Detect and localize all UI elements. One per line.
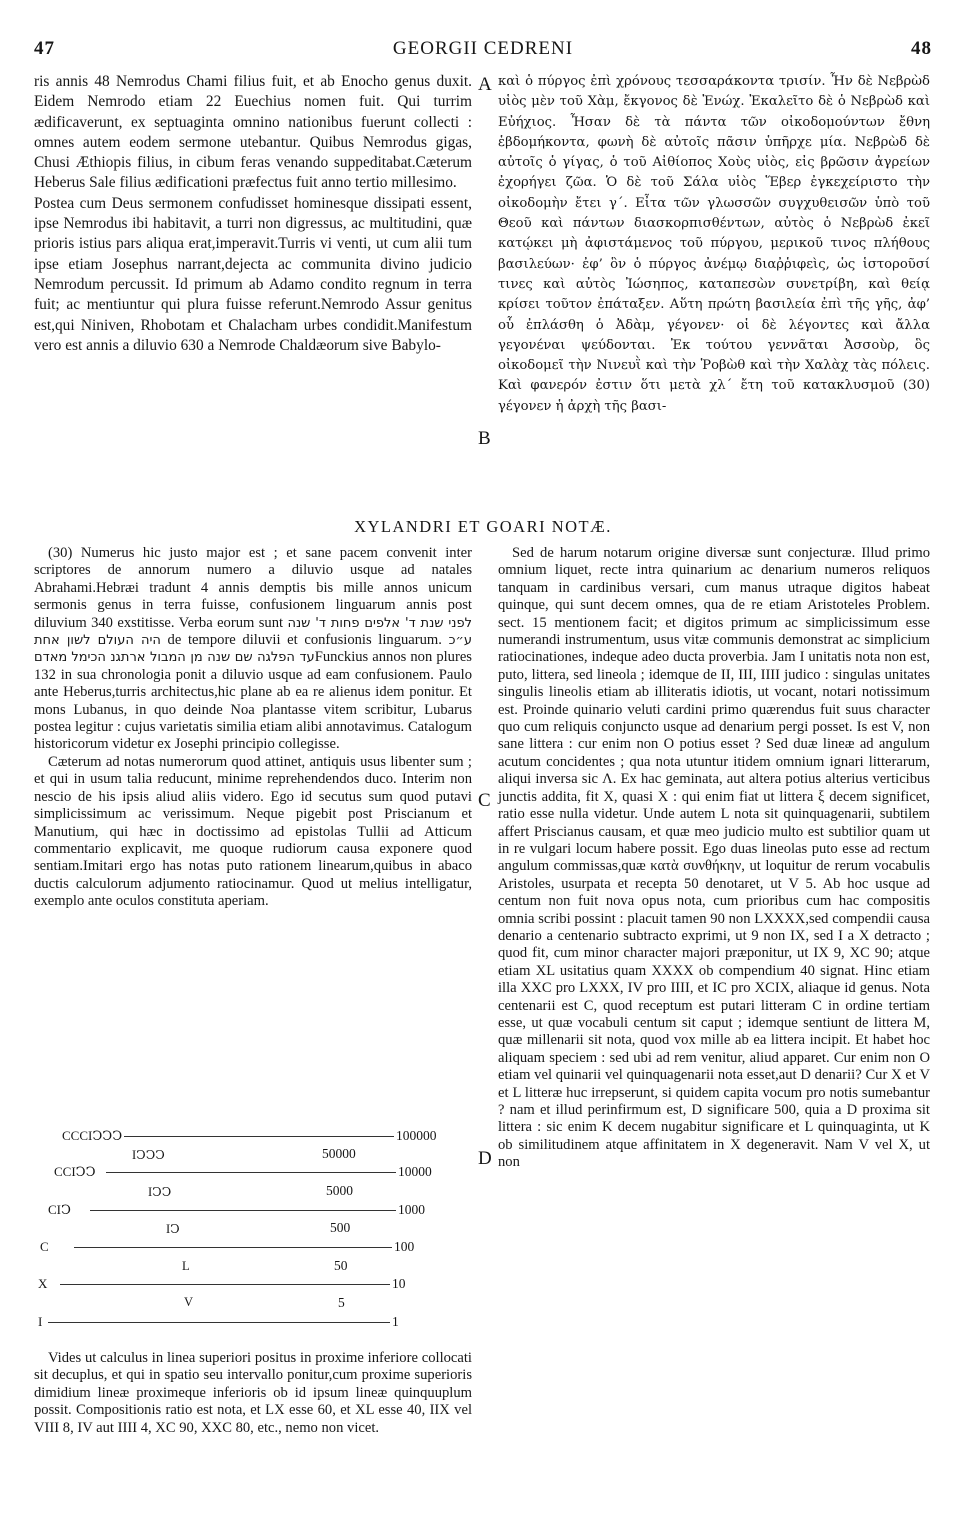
abacus-space-label: L — [182, 1259, 190, 1273]
abacus-line-value: 10000 — [398, 1164, 432, 1179]
abacus-line-label: CCIↃↃ — [54, 1164, 96, 1179]
margin-marker-a: A — [478, 74, 492, 95]
greek-paragraph: καὶ ὁ πύργος ἐπὶ χρόνους τεσσαράκοντα τρισίν. Ἦν δὲ Νεβρὼδ υἱὸς μὲν τοῦ Χὰμ, ἔκγονος δὲ Ἐνώχ. Ἐκαλεῖτο δὲ ὁ Νεβρὼδ καὶ Εὐήχιος. Ἦσαν δὲ τὰ πάντα τῶν οἰκοδομούντων ἔθνη ἑβδομήκοντα, φωνὴ δὲ αὐτοῖς πᾶσιν ὑπῆρχε μία. Νεβρὼδ δὲ αὐτοῖς ὁ γίγας, ὁ τοῦ Αἰθίοπος Χοὺς υἱὸς, εἰς βρῶσιν ἀγρείων ἐχορήγει ζῶα. Ὁ δὲ τοῦ Σάλα υἱὸς Ἕβερ ἐγκεχείριστο τὴν οἰκοδομὴν ἔτει γ΄. Εἶτα τῶν γλωσσῶν συγχυθεισῶν ὑπὸ τοῦ Θεοῦ καὶ πάντων διασκορπισθέντων, αὐτὸς ὁ Νεβρὼδ ἐκεῖ κατῴκει μὴ ἀφιστάμενος τοῦ πύργου, μερικοῦ τινος πλήθους βασιλεύων· ἐφ’ ὃν ὁ πύργος ἀνέμῳ διαῤῥιφεὶς, ὡς ἱστοροῦσί τινες καὶ αὐτὸς Ἰώσηπος, καταπεσὼν συνετρίβη, καὶ θείᾳ κρίσει τοῦτον ἐπάταξεν. Αὕτη πρώτη βασιλεία ἐπὶ τῆς γῆς, ἀφ’ οὗ ἐπλάσθη ὁ Ἀδὰμ, γέγονεν· οἱ δὲ λέγοντες καὶ ἄλλα γεγονέναι ψεύδονται. Ἐκ τούτου γεννᾶται Ἀσσοὺρ, ὃς οἰκοδομεῖ τὴν Νινευῒ καὶ τὴν Ῥοβὼθ καὶ τὴν Χαλὰχ τὰς πόλεις. Καὶ φανερόν ἐστιν ὅτι μετὰ χλ΄ ἔτη τοῦ κατακλυσμοῦ (30) γέγονεν ἡ ἀρχὴ τῆς βασι- — [498, 74, 930, 414]
abacus-space-value: 50 — [334, 1258, 348, 1273]
latin-paragraph-2: Postea cum Deus sermonem confudisset hominesque dissipati essent, ipse Nemrodus ibi habitavit, a turri non digressus, ac multitudini, quæ prioris istius pars aliqua erat,imperavit.Turris vi venti, ut cum alii tum ipse etiam Josephus narrant,dejecta ac communita divino judicio Nemrodum percussit. Id primum ab Adamo condito regnum in terra fuit; ac mentiuntur qui plura fuisse referunt.Nemrodo Assur genitus est,qui Niniven, Rhobotam et Chalacham urbes condidit.Manifestum vero est annis a diluvio 630 a Nemrode Chaldæorum sive Babylo- — [34, 194, 472, 354]
abacus-space-value: 50000 — [322, 1146, 356, 1161]
abacus-space-label: IↃↃↃ — [132, 1148, 165, 1162]
hebrew-quote: ע״כ מאדם — [34, 633, 472, 666]
note-text-part: (30) Numerus hic justo major est ; et sane pacem convenit inter scriptores de annorum numero a diluvio usque ad natales Abrahami.Hebræi tradunt 4 annis demptis bis mille annos unicum sermonis genus in terra fuisse, confusionem linguarum annis post diluvium 340 exstitisse. Verba eorum sunt — [34, 545, 472, 631]
running-title: GEORGII CEDRENI — [392, 38, 574, 59]
margin-marker-b: B — [478, 428, 491, 449]
notes-right-column — [498, 545, 930, 1172]
abacus-line-value: 100 — [394, 1239, 415, 1254]
abacus-line-10 — [60, 1284, 390, 1285]
running-head — [34, 38, 932, 64]
margin-marker-d: D — [478, 1148, 492, 1169]
abacus-space-label: IↃ — [166, 1222, 180, 1236]
abacus-line-100000 — [124, 1136, 394, 1137]
notes-paragraph-3: Vides ut calculus in linea superiori positus in proxime inferiore collocati sit decuplus, et qui in spatio seu intervallo ponitur,cum proxime superioris dimidium lineæ proximeque inferioris ob id ipsum lineæ quinquuplum possit. Compositionis ratio est nota, et LX esse 60, et XL esse 40, IIX vel VIII 8, IV aut IIII 4, XC 90, XXC 80, etc., nemo non vicet. — [34, 1350, 472, 1436]
hebrew-quote: לפני שנת ד' אלפים פחות ד' שנה היה העולם לשון אחת — [34, 615, 472, 649]
abacus-space-value: 5 — [338, 1295, 345, 1310]
abacus-diagram — [34, 1128, 474, 1348]
abacus-line-label: CCCIↃↃↃ — [62, 1128, 123, 1143]
notes-left-column — [34, 545, 472, 911]
notes-paragraph-2: Cæterum ad notas numerorum quod attinet, antiquis usus libenter sum ; et qui in usum talia reducunt, minime reprehendendos duco. Interim non nescio de his ipsis aliud aliis videro. Ego id secutus sum quod putavi simplicissimum ac verissimum. Neque pigebit post Priscianum et Manutium, qui hæc in doctissimo ad epistolas Tullii ad Atticum commentario explicavit, me quoque rudiorum causa exponere quod sentiam.Imitari ergo has notas puto rationem linearum,quibus in abaco ductis calculorum adjumento ratiocinamur. Quod ut melius intelligatur, exemplo ante oculos constituta aperiam. — [34, 753, 472, 910]
abacus-space-value: 500 — [330, 1220, 351, 1235]
abacus-line-100 — [74, 1247, 392, 1248]
abacus-line-label: C — [40, 1239, 49, 1254]
note-30-paragraph — [34, 545, 472, 754]
abacus-space-value: 5000 — [326, 1183, 353, 1198]
notes-heading: XYLANDRI ET GOARI NOTÆ. — [354, 517, 612, 536]
abacus-line-value: 1 — [392, 1314, 399, 1329]
abacus-line-value: 1000 — [398, 1202, 425, 1217]
note-text-part: de tempore diluvii et confusionis linguarum. — [167, 632, 442, 649]
latin-text-column — [34, 72, 472, 356]
page-number-left: 47 — [34, 38, 55, 59]
page-number-right: 48 — [911, 38, 932, 59]
abacus-space-label: IↃↃ — [148, 1185, 172, 1199]
greek-text-column — [498, 72, 930, 417]
hebrew-quote: עד הפלגה שם שנה מן המבול ארתגנ הכימל — [71, 650, 315, 666]
abacus-line-1 — [48, 1322, 390, 1323]
abacus-line-10000 — [106, 1172, 396, 1173]
abacus-space-label: V — [184, 1295, 194, 1309]
abacus-line-label: X — [38, 1276, 48, 1291]
abacus-line-1000 — [90, 1210, 396, 1211]
notes-left-column-end — [34, 1350, 472, 1437]
notes-right-paragraph: Sed de harum notarum origine diversæ sunt conjecturæ. Illud primo omnium liquet, recte intra quinarium ac denarium numeros reliquos tanquam in cardinibus versari, cum manus utraque digitos habeat quinque, qui sunt decem omnes, qua de re etiam Aristoteles Problem. sect. 15 mentionem facit; et digitos primum ac simplicissimum esse numerandi instrumentum, usus vitæ communis demonstrat ac simplicium ratiocinationes, indeque adeo ducta proverbia. Jam I unitatis nota non est, puto, littera, sed lineola ; idemque de II, III, IIII judico : singulas unitates singulis lineolis etiam ab illiteratis idiotis, ut vocant, notari notissimum est. Proinde quinario veluti cardini primo quærendus fuit suus character quo cum reliquis conjuncto usque ad denarium pergi posset. Is est V, non sane littera : cur enim non O potius esset ? Sed duæ lineæ ad angulum acutum concidentes ; qua nota utuntur itidem omnium ignari litterarum, aliqui inversa sic Λ. Ex hac geminata, aut altera potius alterius verticibus junctis addita, fit X, quasi X : qui enim fiat ut littera ξ decem significet, ratio esse nulla videtur. Unde autem L nota sit quinquagenarii, subtilem affert Priscianus causam, et quæ meo judicio multo est subtilior quam ut in re vulgari locum habere possit. Ego duas lineolas puto esse ad rectum angulum commissas,quæ κατὰ συνθήκην, ut loquitur de rerum vocabulis Aristoles, usurpata et recepta 50 denotaret, ut V 5. Ab hoc usque ad centum non fuit nova opus nota, cum prioribus cum hac compositis omnia scribi possint : placuit tamen 90 non LXXXX,sed compendii causa denario a centenario subtracto exprimi, ut 9 non IX, sed I a X detracto ; quod fit, cum minor character majori præponitur, ut IX 9, XC 90; atque etiam XL usitatius quam XXXX ob compendium 40 signat. Hinc etiam illa XXC pro LXXX, IV pro IIII, et IC pro XCIX, aliaque id genus. Nota centenarii est C, quod receptum est putari litteram C in ordine tertiam esse, ut quæ vocabuli centum sit caput ; idemque sentiunt de littera M, quæ millenarii sit nota, quod vox mille ab ea littera incipit. Et habet hoc aliquam speciem : sed ubi ad rem venitur, aliud apparet. Cur enim non O etiam vel quinarii vel quinquagenarii nota esset,aut D denarii? Cur X et V et L litteræ huc irrepserunt, si quidem capita vocum pro notis sumebantur ? nam et illud perinfirmum est, D significare 500, quia a D proxima sit littera : sic enim K decem nugabitur significare et L quinquaginta, ut K ob similitudinem atque affinitatem in X degeneravit. Nam V vel X, ut non — [498, 545, 930, 1171]
abacus-line-label: I — [38, 1314, 43, 1329]
abacus-line-label: CIↃ — [48, 1202, 71, 1217]
abacus-line-value: 100000 — [396, 1128, 437, 1143]
margin-marker-c: C — [478, 790, 491, 811]
latin-paragraph-1: ris annis 48 Nemrodus Chami filius fuit, et ab Enocho genus duxit. Eidem Nemrodo etiam 22 Euechius nomen fuit. Qui turrim ædificaverunt, ex septuaginta omnino nationibus fuerunt collecti : omnes autem eodem sermone utebantur. Quibus Nemrodus gigas, Chusi Æthiopis filius, in cibum feras venando suppeditabat.Cæterum Heberus Sale filius ædificationi præfectus fuit anno tertio millesimo. — [34, 73, 472, 192]
note-text-part: Funckius annos non plures 132 in sua chronologia ponit a diluvio usque ad eam confusionem. Paulo ante Heberus,turris architectus,hic plane ab ea re alienus idem ponitur. Et mons Lubanus, in quo deinde Noa plantasse vitem scribitur, Lubarus postea legitur : cujus varietatis similia etiam alibi annotavimus. Catalogum historicorum videtur ex Josephi principio collegisse. — [34, 649, 472, 753]
abacus-line-value: 10 — [392, 1276, 406, 1291]
